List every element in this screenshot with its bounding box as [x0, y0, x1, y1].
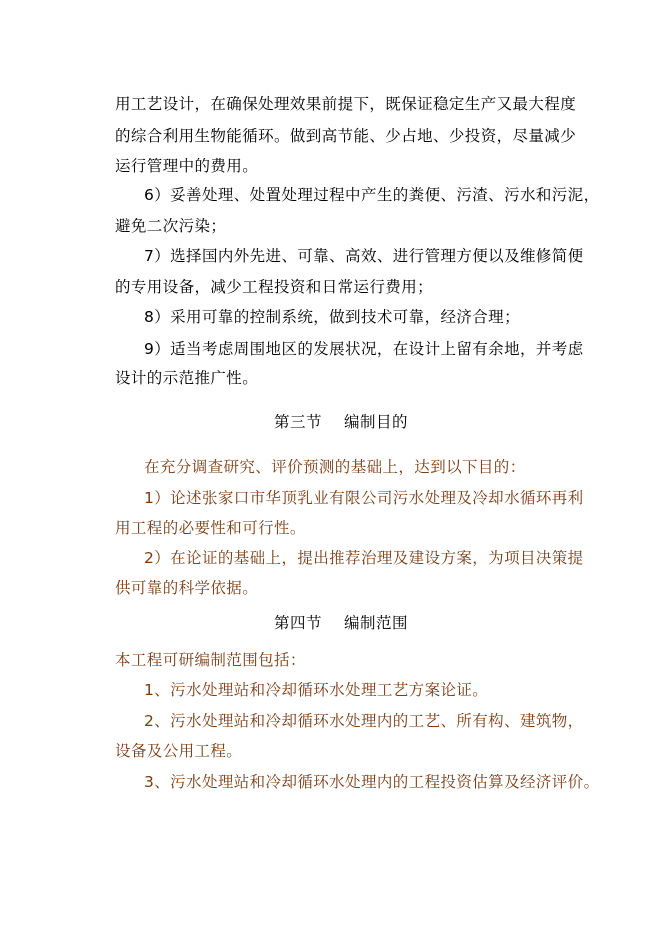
- list-item-6-cont: 避免二次污染；: [115, 217, 227, 235]
- section-3-title: 编制目的: [344, 413, 409, 431]
- section-4-item-2: 2、污水处理站和冷却循环水处理内的工艺、所有构、建筑物，: [144, 712, 584, 730]
- section-3-heading: [274, 412, 408, 432]
- list-item-7-cont: 的专用设备，减少工程投资和日常运行费用；: [115, 278, 434, 296]
- list-item-6: 6）妥善处理、处置处理过程中产生的粪便、污渣、污水和污泥，: [144, 186, 600, 204]
- section-4-number: 第四节: [274, 614, 323, 632]
- paragraph-line: 用工艺设计，在确保处理效果前提下，既保证稳定生产又最大程度: [115, 95, 577, 113]
- section-4-item-3: 3、污水处理站和冷却循环水处理内的工程投资估算及经济评价。: [144, 773, 600, 791]
- list-item-9: 9）适当考虑周围地区的发展状况，在设计上留有余地，并考虑: [144, 340, 584, 358]
- paragraph-line: 运行管理中的费用。: [115, 157, 259, 175]
- section-3-item-2: 2）在论证的基础上，提出推荐治理及建设方案，为项目决策提: [144, 549, 584, 567]
- section-3-item-1-cont: 用工程的必要性和可行性。: [115, 519, 306, 537]
- section-4-intro: 本工程可研编制范围包括：: [115, 651, 306, 669]
- section-4-item-1: 1、污水处理站和冷却循环水处理工艺方案论证。: [144, 681, 489, 699]
- section-4-item-2-cont: 设备及公用工程。: [115, 742, 243, 760]
- list-item-9-cont: 设计的示范推广性。: [115, 369, 259, 387]
- section-4-heading: [274, 613, 408, 633]
- list-item-8: 8）采用可靠的控制系统，做到技术可靠，经济合理；: [144, 308, 520, 326]
- section-3-number: 第三节: [274, 413, 323, 431]
- section-4-title: 编制范围: [344, 614, 409, 632]
- section-3-item-1: 1）论述张家口市华顶乳业有限公司污水处理及冷却水循环再利: [144, 489, 584, 507]
- list-item-7: 7）选择国内外先进、可靠、高效、进行管理方便以及维修简便: [144, 247, 584, 265]
- section-3-item-2-cont: 供可靠的科学依据。: [115, 579, 259, 597]
- section-3-intro: 在充分调查研究、评价预测的基础上，达到以下目的：: [144, 458, 526, 476]
- paragraph-line: 的综合利用生物能循环。做到高节能、少占地、少投资，尽量减少: [115, 127, 577, 145]
